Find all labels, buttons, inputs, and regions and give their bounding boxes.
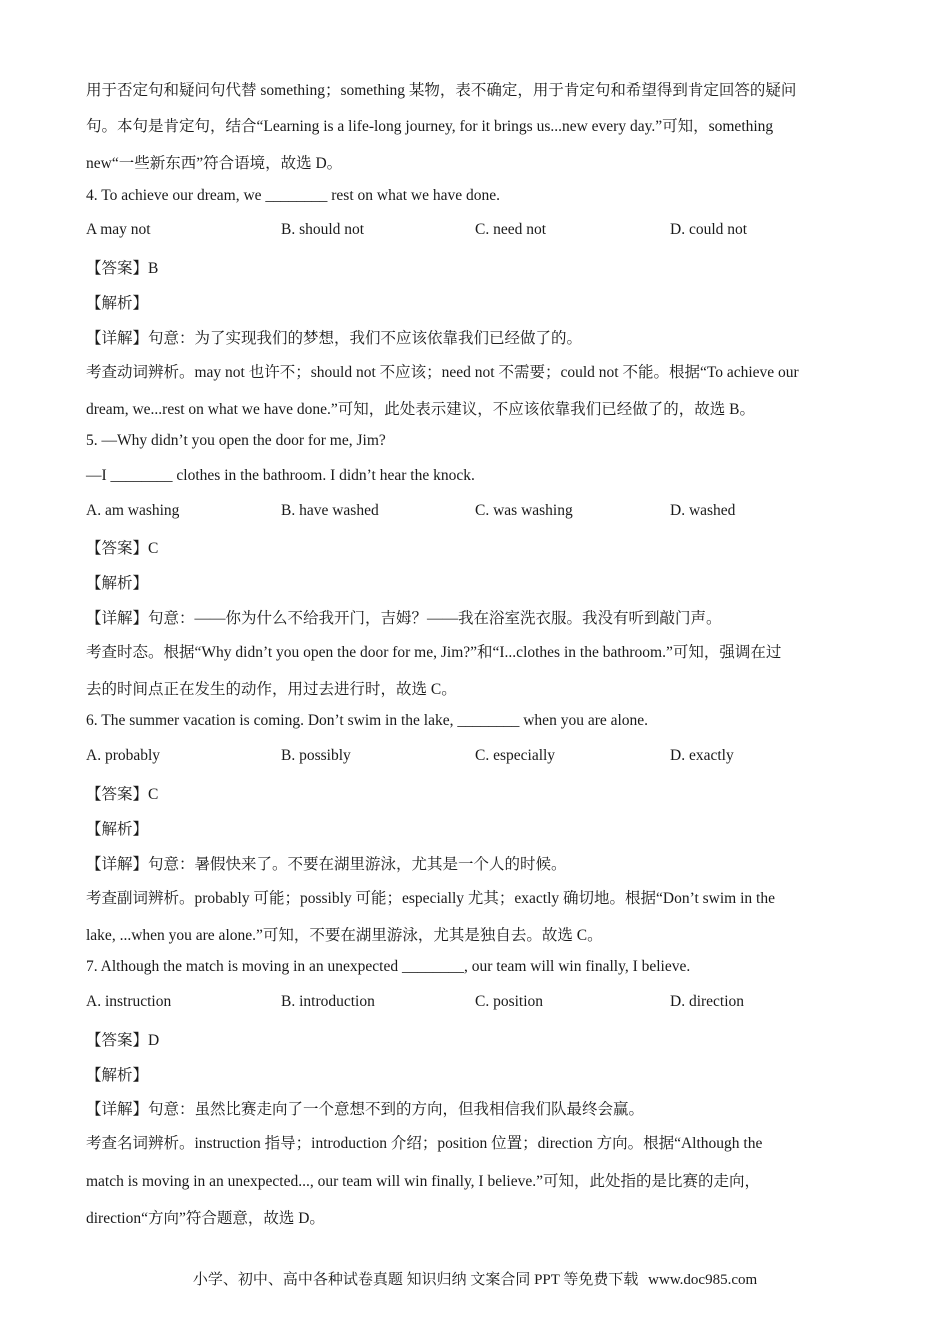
- q5-analysis-label: 【解析】: [86, 575, 149, 592]
- q6-explain-2: lake, ...when you are alone.”可知，不要在湖里游泳，尤其是独自去。故选 C。: [86, 927, 603, 944]
- page-footer: [0, 1268, 950, 1289]
- q6-analysis-label: 【解析】: [86, 821, 149, 838]
- q4-detail: 【详解】句意：为了实现我们的梦想，我们不应该依靠我们已经做了的。: [86, 330, 583, 347]
- footer-text: 小学、初中、高中各种试卷真题 知识归纳 文案合同 PPT 等免费下载: [192, 1272, 639, 1288]
- q4-stem: 4. To achieve our dream, we ________ rest on what we have done.: [86, 187, 500, 204]
- q6-stem: 6. The summer vacation is coming. Don’t swim in the lake, ________ when you are alone.: [86, 712, 649, 729]
- q6-option-c: C. especially: [475, 747, 556, 764]
- q6-answer: 【答案】C: [86, 786, 159, 803]
- q5-explain-1: 考查时态。根据“Why didn’t you open the door for me, Jim?”和“I...clothes in the bathroom.”可知，强调在过: [86, 644, 782, 661]
- q4-analysis-label: 【解析】: [86, 295, 149, 312]
- intro-line-3: new“一些新东西”符合语境，故选 D。: [86, 155, 343, 172]
- q7-explain-3: direction“方向”符合题意，故选 D。: [86, 1210, 325, 1227]
- q4-options: [86, 221, 876, 241]
- q7-detail: 【详解】句意：虽然比赛走向了一个意想不到的方向，但我相信我们队最终会赢。: [86, 1101, 645, 1118]
- q4-explain-1: 考查动词辨析。may not 也许不；should not 不应该；need not 不需要；could not 不能。根据“To achieve our: [86, 364, 799, 381]
- q5-options: [86, 502, 876, 522]
- q5-option-b: B. have washed: [281, 502, 379, 519]
- q5-stem-2: —I ________ clothes in the bathroom. I didn’t hear the knock.: [86, 467, 475, 484]
- q4-explain-2: dream, we...rest on what we have done.”可知，此处表示建议，不应该依靠我们已经做了的，故选 B。: [86, 401, 755, 418]
- q5-answer: 【答案】C: [86, 540, 159, 557]
- q7-analysis-label: 【解析】: [86, 1067, 149, 1084]
- q7-option-c: C. position: [475, 993, 544, 1010]
- q6-option-d: D. exactly: [670, 747, 734, 764]
- q6-options: [86, 747, 876, 767]
- q7-stem: 7. Although the match is moving in an unexpected ________, our team will win finally, I believe.: [86, 958, 691, 975]
- q7-option-a: A. instruction: [86, 993, 172, 1010]
- q4-option-d: D. could not: [670, 221, 748, 238]
- q5-option-a: A. am washing: [86, 502, 180, 519]
- q5-option-c: C. was washing: [475, 502, 573, 519]
- q5-stem-1: 5. —Why didn’t you open the door for me, Jim?: [86, 432, 386, 449]
- q6-option-b: B. possibly: [281, 747, 351, 764]
- q6-detail: 【详解】句意：暑假快来了。不要在湖里游泳，尤其是一个人的时候。: [86, 856, 567, 873]
- q7-option-d: D. direction: [670, 993, 745, 1010]
- q4-option-b: B. should not: [281, 221, 365, 238]
- q5-detail: 【详解】句意：——你为什么不给我开门，吉姆？——我在浴室洗衣服。我没有听到敲门声。: [86, 610, 722, 627]
- intro-line-2: 句。本句是肯定句，结合“Learning is a life-long journey, for it brings us...new every day.”可知，something: [86, 118, 774, 135]
- q7-explain-1: 考查名词辨析。instruction 指导；introduction 介绍；position 位置；direction 方向。根据“Although the: [86, 1135, 763, 1152]
- q6-option-a: A. probably: [86, 747, 161, 764]
- q7-answer: 【答案】D: [86, 1032, 160, 1049]
- q4-option-c: C. need not: [475, 221, 547, 238]
- q7-explain-2: match is moving in an unexpected..., our team will win finally, I believe.”可知，此处指的是比赛的走向，: [86, 1173, 760, 1190]
- intro-line-1: 用于否定句和疑问句代替 something；something 某物，表不确定，用于肯定句和希望得到肯定回答的疑问: [86, 82, 797, 99]
- q7-option-b: B. introduction: [281, 993, 375, 1010]
- q4-answer: 【答案】B: [86, 260, 159, 277]
- q5-option-d: D. washed: [670, 502, 736, 519]
- q7-options: [86, 993, 876, 1013]
- q4-option-a: A may not: [86, 221, 151, 238]
- q5-explain-2: 去的时间点正在发生的动作，用过去进行时，故选 C。: [86, 681, 457, 698]
- q6-explain-1: 考查副词辨析。probably 可能；possibly 可能；especially 尤其；exactly 确切地。根据“Don’t swim in the: [86, 890, 775, 907]
- footer-url[interactable]: www.doc985.com: [648, 1272, 758, 1288]
